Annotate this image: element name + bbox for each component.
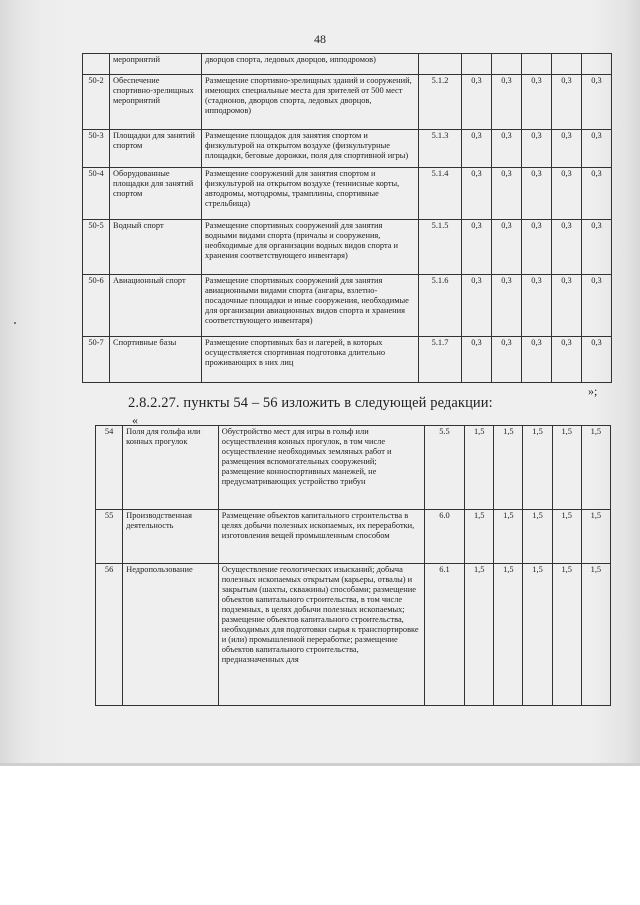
scan-speck (14, 322, 16, 324)
table-row (83, 275, 612, 337)
row-name: Поля для гольфа или конных прогулок (123, 426, 219, 510)
row-value-2: 0,3 (492, 337, 522, 383)
row-value-2: 0,3 (492, 275, 522, 337)
row-code: 5.1.3 (419, 130, 462, 168)
row-value-4: 1,5 (552, 564, 581, 706)
row-code: 5.1.5 (419, 220, 462, 275)
row-name: Площадки для занятий спортом (110, 130, 202, 168)
row-code: 6.1 (424, 564, 464, 706)
row-value-3: 0,3 (522, 275, 552, 337)
row-name: Недропользование (123, 564, 219, 706)
row-code (419, 54, 462, 75)
table-row (83, 54, 612, 75)
table-row (96, 510, 611, 564)
row-number: 50-3 (83, 130, 110, 168)
table-row (83, 168, 612, 220)
row-value-4: 0,3 (552, 220, 582, 275)
row-value-2: 1,5 (494, 564, 523, 706)
row-value-1: 0,3 (462, 275, 492, 337)
row-value-3: 1,5 (523, 510, 552, 564)
row-value-5: 0,3 (582, 130, 612, 168)
row-code: 6.0 (424, 510, 464, 564)
opening-quote: « (132, 413, 138, 427)
row-value-4: 1,5 (552, 426, 581, 510)
row-value-3: 1,5 (523, 426, 552, 510)
row-value-2: 0,3 (492, 75, 522, 130)
row-value-5: 1,5 (581, 510, 610, 564)
table-row (83, 337, 612, 383)
row-description: Размещение объектов капитального строительства в целях добычи полезных ископаемых, их переработки, изготовления вещей промышленным способом (218, 510, 424, 564)
row-name: Водный спорт (110, 220, 202, 275)
row-description: Размещение спортивно-зрелищных зданий и сооружений, имеющих специальные места для зрителей от 500 мест (стадионов, дворцов спорта, ледовых дворцов, ипподромов) (202, 75, 419, 130)
amendment-heading: 2.8.2.27. пункты 54 – 56 изложить в следующей редакции: (128, 395, 493, 411)
row-value-4: 0,3 (552, 130, 582, 168)
row-description: Осуществление геологических изысканий; добыча полезных ископаемых открытым (карьеры, отвалы) и закрытым (шахты, скважины) способами; размещение объектов капитального строительства, в том числе подземных, в целях добычи полезных ископаемых; размещение объектов капитального строительства, необходимых для подготовки сырья к транспортировке и (или) промышленной переработке; размещение объектов капитального строительства, предназначенных для (218, 564, 424, 706)
row-value-5: 1,5 (581, 426, 610, 510)
table-row (83, 75, 612, 130)
row-value-3: 0,3 (522, 130, 552, 168)
row-value-3 (522, 54, 552, 75)
sports-table (82, 53, 612, 383)
row-description: дворцов спорта, ледовых дворцов, ипподромов) (202, 54, 419, 75)
row-code: 5.1.7 (419, 337, 462, 383)
row-value-2 (492, 54, 522, 75)
table-row (83, 130, 612, 168)
row-value-3: 0,3 (522, 75, 552, 130)
page-number: 48 (314, 32, 326, 46)
closing-quote: »; (588, 384, 598, 398)
row-value-2: 1,5 (494, 426, 523, 510)
row-value-4: 0,3 (552, 275, 582, 337)
row-number: 50-4 (83, 168, 110, 220)
row-value-1: 0,3 (462, 130, 492, 168)
row-value-5: 0,3 (582, 220, 612, 275)
row-value-2: 1,5 (494, 510, 523, 564)
row-value-1: 1,5 (465, 510, 494, 564)
row-value-4: 0,3 (552, 337, 582, 383)
row-value-2: 0,3 (492, 220, 522, 275)
table-row (96, 426, 611, 510)
row-number: 50-7 (83, 337, 110, 383)
table-row (83, 220, 612, 275)
row-value-5: 1,5 (581, 564, 610, 706)
row-name: Производственная деятельность (123, 510, 219, 564)
row-value-5: 0,3 (582, 337, 612, 383)
row-description: Размещение спортивных сооружений для занятия авиационными видами спорта (ангары, взлетно-посадочные площадки и иные сооружения, необходимые для организации авиационных видов спорта и хранения соответствующего инвентаря) (202, 275, 419, 337)
table-row (96, 564, 611, 706)
row-value-1: 0,3 (462, 220, 492, 275)
row-name: Оборудованные площадки для занятий спортом (110, 168, 202, 220)
row-name: Обеспечение спортивно-зрелищных мероприятий (110, 75, 202, 130)
row-value-5: 0,3 (582, 75, 612, 130)
row-number: 55 (96, 510, 123, 564)
row-value-3: 0,3 (522, 220, 552, 275)
row-description: Размещение площадок для занятия спортом и физкультурой на открытом воздухе (физкультурные площадки, беговые дорожки, поля для спортивной игры) (202, 130, 419, 168)
row-name: мероприятий (110, 54, 202, 75)
row-value-1 (462, 54, 492, 75)
row-value-1: 1,5 (465, 426, 494, 510)
row-value-3: 1,5 (523, 564, 552, 706)
row-code: 5.1.4 (419, 168, 462, 220)
row-number: 50-2 (83, 75, 110, 130)
row-value-4 (552, 54, 582, 75)
row-value-5 (582, 54, 612, 75)
row-value-2: 0,3 (492, 130, 522, 168)
row-description: Размещение сооружений для занятия спортом и физкультурой на открытом воздухе (теннисные корты, автодромы, мотодромы, трамплины, спортивные стрельбища) (202, 168, 419, 220)
row-value-4: 0,3 (552, 168, 582, 220)
row-value-1: 1,5 (465, 564, 494, 706)
row-number (83, 54, 110, 75)
row-description: Размещение спортивных баз и лагерей, в которых осуществляется спортивная подготовка длительно проживающих в них лиц (202, 337, 419, 383)
row-number: 54 (96, 426, 123, 510)
row-code: 5.1.2 (419, 75, 462, 130)
row-number: 56 (96, 564, 123, 706)
row-name: Спортивные базы (110, 337, 202, 383)
row-value-3: 0,3 (522, 337, 552, 383)
row-value-1: 0,3 (462, 75, 492, 130)
row-value-5: 0,3 (582, 275, 612, 337)
row-value-3: 0,3 (522, 168, 552, 220)
row-number: 50-6 (83, 275, 110, 337)
row-value-1: 0,3 (462, 337, 492, 383)
row-description: Размещение спортивных сооружений для занятия водными видами спорта (причалы и сооружения, необходимые для организации водных видов спорта и хранения соответствующего инвентаря) (202, 220, 419, 275)
row-value-5: 0,3 (582, 168, 612, 220)
land-use-table (95, 425, 611, 706)
scan-edge (0, 763, 640, 766)
row-code: 5.5 (424, 426, 464, 510)
row-description: Обустройство мест для игры в гольф или осуществления конных прогулок, в том числе осуществление необходимых земляных работ и размещения вспомогательных сооружений; размещение конноспортивных манежей, не предусматривающих устройство трибун (218, 426, 424, 510)
row-value-4: 1,5 (552, 510, 581, 564)
row-code: 5.1.6 (419, 275, 462, 337)
row-name: Авиационный спорт (110, 275, 202, 337)
row-number: 50-5 (83, 220, 110, 275)
row-value-2: 0,3 (492, 168, 522, 220)
row-value-1: 0,3 (462, 168, 492, 220)
row-value-4: 0,3 (552, 75, 582, 130)
